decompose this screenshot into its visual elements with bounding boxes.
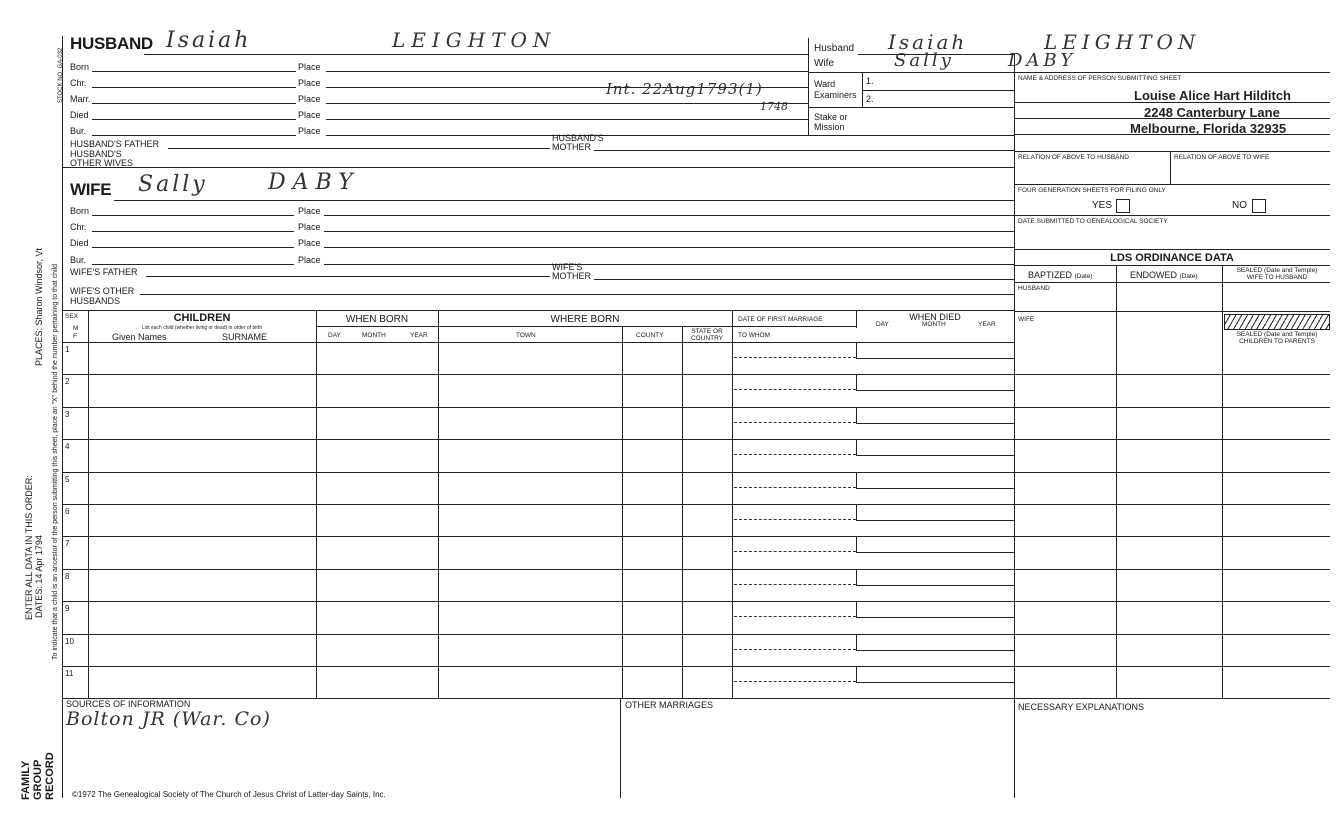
wife-event-label: Died (70, 238, 89, 248)
died-line (856, 390, 1014, 391)
sidebar-instruction: To indicate that a child is an ancestor of the person submitting this sheet, place an "X" behind the number pertaining to that child (52, 263, 59, 660)
wife-place-line (324, 264, 1014, 265)
marriage-dash (734, 357, 856, 358)
died-line (856, 488, 1014, 489)
husband-place-line (326, 103, 808, 104)
wife-label: WIFE (70, 180, 112, 199)
wife-given-name: Sally (138, 172, 208, 197)
lds-sealed-wife: SEALED (Date and Temple) WIFE TO HUSBAND (1236, 267, 1318, 281)
child-row-line (62, 666, 1330, 667)
child-row-line (62, 569, 1330, 570)
copyright: ©1972 The Genealogical Society of The Church of Jesus Christ of Latter-day Saints, Inc. (72, 790, 386, 799)
wife-place-label: Place (298, 206, 321, 216)
died-line (856, 585, 1014, 586)
children-header: CHILDREN (173, 312, 231, 324)
child-row-number: 6 (65, 507, 70, 516)
child-row-line (62, 439, 1330, 440)
ward-wife-surname: DABY (1008, 50, 1077, 71)
child-row-number: 10 (65, 636, 74, 646)
died-line (856, 455, 1014, 456)
born-year: YEAR (410, 332, 428, 339)
necessary-explanations-label: NECESSARY EXPLANATIONS (1018, 702, 1145, 712)
marriage-dash (734, 389, 856, 390)
wife-place-label: Place (298, 222, 321, 232)
children-note: List each child (whether living or dead) in order of birth (141, 325, 263, 331)
other-marriages-label: OTHER MARRIAGES (625, 700, 714, 710)
wifes-other-husbands-label: WIFE'S OTHER HUSBANDS (70, 286, 135, 306)
submitter-header: NAME & ADDRESS OF PERSON SUBMITTING SHEET (1018, 75, 1182, 82)
where-born-header: WHERE BORN (550, 314, 620, 325)
ward-wife-given: Sally (894, 50, 954, 71)
when-died-header: WHEN DIED (909, 312, 961, 322)
marriage-dash (734, 454, 856, 455)
child-row-number: 7 (65, 539, 70, 549)
born-day: DAY (328, 332, 341, 339)
ward-husband-surname: LEIGHTON (1044, 30, 1201, 54)
marriage-dash (734, 584, 856, 585)
died-month: MONTH (922, 321, 946, 328)
born-month: MONTH (362, 332, 386, 339)
marriage-note-2: 1748 (760, 100, 788, 113)
no-label: NO (1232, 200, 1247, 211)
surname-header: SURNAME (222, 332, 268, 342)
marriage-dash (734, 681, 856, 682)
husband-given-name: Isaiah (166, 28, 252, 53)
child-row-number: 3 (65, 409, 70, 419)
husbands-father-label: HUSBAND'S FATHER (70, 139, 160, 149)
child-row-number: 5 (65, 474, 70, 484)
wifes-father-label: WIFE'S FATHER (70, 267, 138, 277)
lds-sealed-children: SEALED (Date and Temple) CHILDREN TO PARENTS (1236, 331, 1318, 345)
lds-endowed: ENDOWED (Date) (1130, 270, 1198, 280)
marriage-dash (734, 422, 856, 423)
to-whom-header: TO WHOM (738, 332, 771, 339)
wife-place-line (324, 215, 1014, 216)
died-line (856, 520, 1014, 521)
sources-label: SOURCES OF INFORMATION (66, 699, 191, 709)
child-row-line (62, 504, 1330, 505)
ward-wife-label: Wife (814, 58, 834, 69)
husband-place-label: Place (298, 78, 321, 88)
yes-checkbox[interactable] (1116, 199, 1130, 213)
child-row-line (62, 407, 1330, 408)
given-names-header: Given Names (112, 332, 167, 342)
husband-place-line (326, 71, 808, 72)
state-header: STATE OR COUNTRY (690, 328, 724, 342)
wife-event-label: Chr. (70, 222, 87, 232)
wife-event-label: Bur. (70, 255, 87, 265)
sidebar-enter-all: ENTER ALL DATA IN THIS ORDER: (24, 475, 34, 620)
wife-place-line (324, 231, 1014, 232)
child-row-line (62, 601, 1330, 602)
marriage-dash (734, 519, 856, 520)
husband-event-label: Bur. (70, 126, 87, 136)
child-row-line (62, 536, 1330, 537)
husband-place-line (326, 119, 808, 120)
husband-place-label: Place (298, 126, 321, 136)
husbands-other-wives-label: HUSBAND'S OTHER WIVES (70, 149, 134, 168)
child-row-line (62, 374, 1330, 375)
town-header: TOWN (516, 332, 536, 339)
husbands-mother-label: HUSBAND'S MOTHER (552, 133, 604, 152)
yes-label: YES (1092, 200, 1113, 211)
wife-event-label: Born (70, 206, 90, 216)
sex-f: F (73, 333, 77, 340)
submitter-street: 2248 Canterbury Lane (1144, 105, 1280, 120)
when-born-header: WHEN BORN (345, 314, 409, 325)
died-day: DAY (876, 321, 889, 328)
wife-place-line (324, 247, 1014, 248)
date-submitted-label: DATE SUBMITTED TO GENEALOGICAL SOCIETY (1018, 218, 1168, 225)
wifes-mother-label: WIFE'S MOTHER (552, 262, 591, 281)
child-row-number: 4 (65, 442, 70, 452)
first-marriage-header: DATE OF FIRST MARRIAGE (738, 316, 823, 323)
examiner-1: 1. (866, 76, 874, 86)
died-line (856, 650, 1014, 651)
stock-number: STOCK NO. GA-032 (58, 47, 64, 103)
sex-header: SEX (65, 313, 79, 320)
hatched-cell (1224, 314, 1330, 330)
submitter-name: Louise Alice Hart Hilditch (1134, 88, 1291, 103)
died-line (856, 617, 1014, 618)
marriage-dash (734, 551, 856, 552)
sources-value: Bolton JR (War. Co) (66, 708, 271, 730)
child-row-number: 1 (65, 345, 70, 354)
no-checkbox[interactable] (1252, 199, 1266, 213)
wife-surname: DABY (268, 170, 360, 195)
died-line (856, 552, 1014, 553)
child-row-number: 8 (65, 571, 70, 581)
marriage-dash (734, 649, 856, 650)
sidebar-dates: DATES: 14 Apr 1794 (34, 535, 44, 618)
lds-wife-row: WIFE (1018, 316, 1035, 323)
four-gen-label: FOUR GENERATION SHEETS FOR FILING ONLY (1018, 187, 1166, 194)
died-line (856, 423, 1014, 424)
husband-event-label: Marr. (70, 94, 91, 104)
ward-husband-label: Husband (814, 43, 855, 54)
died-year: YEAR (978, 321, 996, 328)
husband-place-label: Place (298, 110, 321, 120)
marriage-dash (734, 487, 856, 488)
died-line (856, 358, 1014, 359)
husband-label: HUSBAND (70, 34, 153, 53)
child-row-number: 9 (65, 604, 70, 614)
husband-surname: LEIGHTON (392, 28, 557, 52)
marriage-note: Int. 22Aug1793(1) (606, 80, 763, 98)
lds-baptized: BAPTIZED (Date) (1028, 270, 1093, 280)
relation-wife-label: RELATION OF ABOVE TO WIFE (1174, 154, 1270, 161)
wife-place-label: Place (298, 255, 321, 265)
left-border (62, 36, 63, 798)
child-row-line (62, 634, 1330, 635)
county-header: COUNTY (636, 332, 664, 339)
husband-event-label: Chr. (70, 78, 87, 88)
stake-label: Stake or (814, 112, 848, 122)
lds-title: LDS ORDINANCE DATA (1110, 252, 1234, 264)
lds-husband-row: HUSBAND (1018, 285, 1050, 292)
died-line (856, 682, 1014, 683)
wife-place-label: Place (298, 238, 321, 248)
examiner-2: 2. (866, 94, 874, 104)
child-row-number: 2 (65, 377, 70, 387)
family-group-record-title: FAMILY GROUP RECORD (20, 752, 56, 800)
husband-event-label: Died (70, 110, 89, 120)
child-row-number: 11 (65, 669, 74, 678)
examiners-label: Examiners (814, 90, 857, 100)
sex-m: M (73, 325, 79, 332)
husband-place-label: Place (298, 62, 321, 72)
ward-husband-given: Isaiah (888, 30, 968, 54)
husband-place-label: Place (298, 94, 321, 104)
relation-husband-label: RELATION OF ABOVE TO HUSBAND (1018, 154, 1129, 161)
husband-event-label: Born (70, 62, 90, 72)
submitter-city: Melbourne, Florida 32935 (1130, 121, 1287, 136)
ward-label: Ward (814, 79, 836, 89)
mission-label: Mission (814, 122, 845, 132)
marriage-dash (734, 616, 856, 617)
sidebar-places: PLACES: Sharon Windsor, Vt (34, 247, 44, 366)
child-row-line (62, 472, 1330, 473)
